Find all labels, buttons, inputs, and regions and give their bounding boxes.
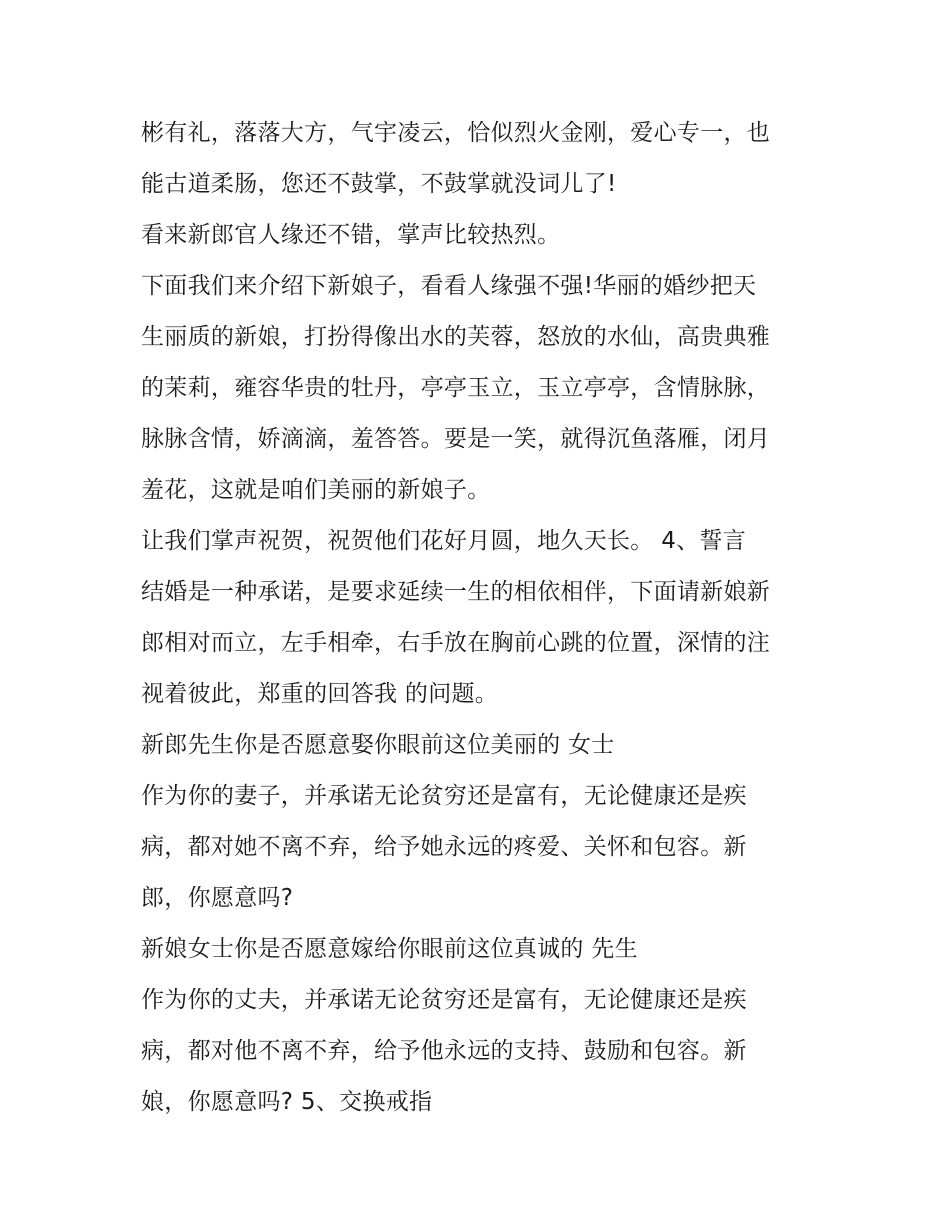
text-line-9: 让我们掌声祝贺，祝贺他们花好月圆，地久天长。 4、誓言 [141,528,747,554]
text-line-16: 郎，你愿意吗? [141,885,294,911]
text-line-20: 娘，你愿意吗? 5、交换戒指 [141,1089,433,1115]
text-line-14: 作为你的妻子，并承诺无论贫穷还是富有，无论健康还是疾 [141,783,747,809]
text-line-6: 的茉莉，雍容华贵的牡丹，亭亭玉立，玉立亭亭，含情脉脉， [141,375,771,401]
text-line-3: 看来新郎官人缘还不错，掌声比较热烈。 [141,222,561,248]
text-line-1: 彬有礼，落落大方，气宇凌云，恰似烈火金刚，爱心专一，也 [141,120,771,146]
text-line-17: 新娘女士你是否愿意嫁给你眼前这位真诚的 先生 [141,936,638,962]
text-line-10: 结婚是一种承诺，是要求延续一生的相依相伴，下面请新娘新 [141,579,771,605]
text-line-4: 下面我们来介绍下新娘子，看看人缘强不强!华丽的婚纱把天 [141,273,757,299]
text-line-2: 能古道柔肠，您还不鼓掌，不鼓掌就没词儿了! [141,171,617,197]
text-line-8: 羞花，这就是咱们美丽的新娘子。 [141,477,491,503]
text-line-11: 郎相对而立，左手相牵，右手放在胸前心跳的位置，深情的注 [141,630,771,656]
text-line-5: 生丽质的新娘，打扮得像出水的芙蓉，怒放的水仙，高贵典雅 [141,324,771,350]
text-line-7: 脉脉含情，娇滴滴，羞答答。要是一笑，就得沉鱼落雁，闭月 [141,426,771,452]
text-line-15: 病，都对她不离不弃，给予她永远的疼爱、关怀和包容。新 [141,834,747,860]
body-text [141,108,821,1128]
text-line-12: 视着彼此，郑重的回答我 的问题。 [141,681,499,707]
text-line-19: 病，都对他不离不弃，给予他永远的支持、鼓励和包容。新 [141,1038,747,1064]
text-line-13: 新郎先生你是否愿意娶你眼前这位美丽的 女士 [141,732,615,758]
text-line-18: 作为你的丈夫，并承诺无论贫穷还是富有，无论健康还是疾 [141,987,747,1013]
